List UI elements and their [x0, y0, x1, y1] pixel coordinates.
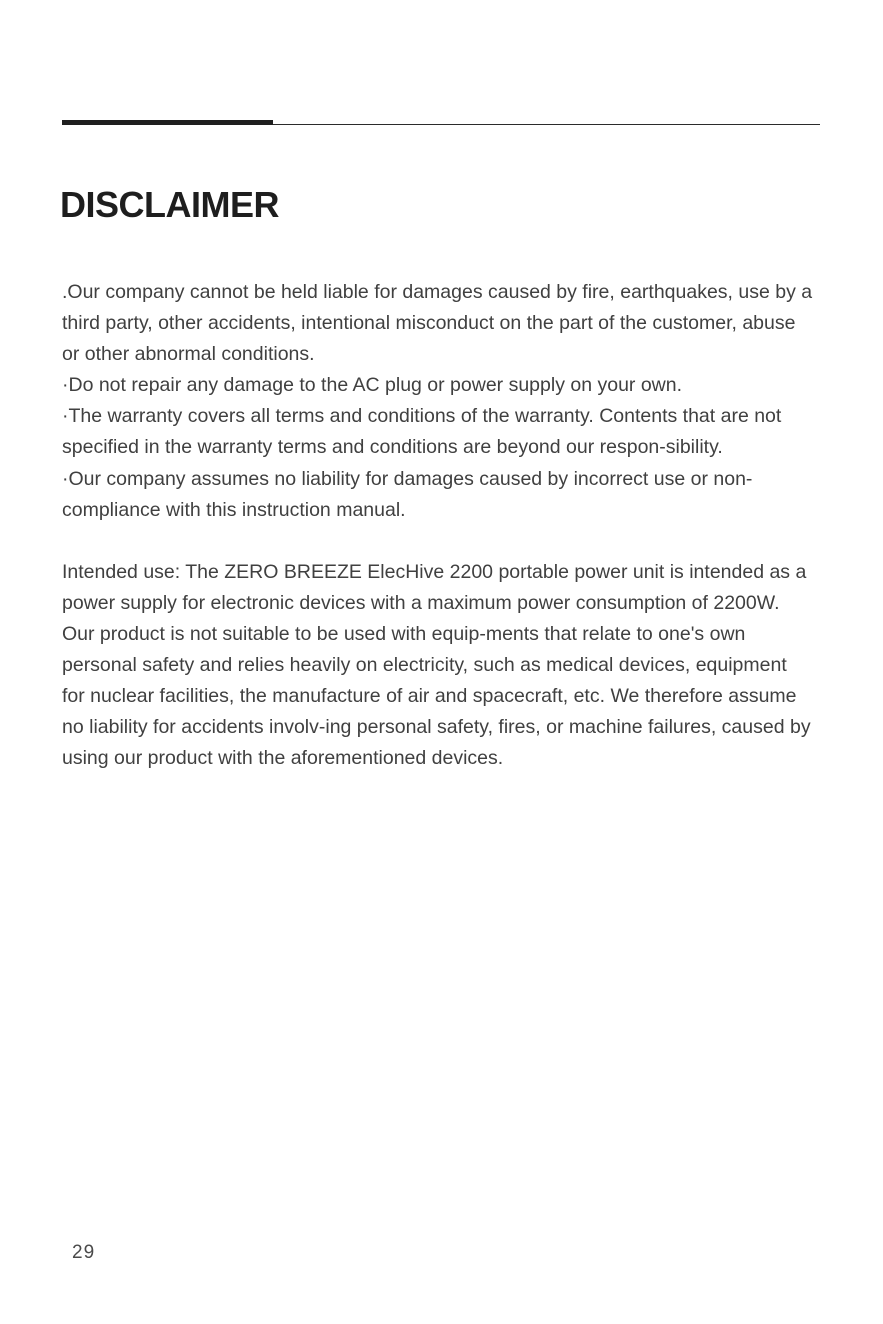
disclaimer-paragraph-misuse: ·Our company assumes no liability for damages caused by incorrect use or non-compliance with this instruction manual. [62, 467, 753, 521]
intended-use-paragraph: Intended use: The ZERO BREEZE ElecHive 2200 portable power unit is intended as a power supply for electronic devices with a maximum power consumption of 2200W. Our product is not suitable to be used with equip-ments that relate to one's own personal safety and relies heavily on electricity, such as medical devices, equipment for nuclear facilities, the manufacture of air and spacecraft, etc. We therefore assume no liability for accidents involv-ing personal safety, fires, or machine failures, caused by using our product with the aforementioned devices. [62, 560, 811, 770]
page-number: 29 [72, 1242, 96, 1263]
disclaimer-paragraph-warranty: ·The warranty covers all terms and conditions of the warranty. Contents that are not specified in the warranty terms and conditions are beyond our respon-sibility. [62, 405, 782, 459]
paragraph-spacer [62, 526, 814, 557]
disclaimer-paragraph-repair: ·Do not repair any damage to the AC plug or power supply on your own. [62, 374, 683, 397]
disclaimer-body [62, 277, 814, 775]
disclaimer-paragraph-liability: .Our company cannot be held liable for damages caused by fire, earthquakes, use by a third party, other accidents, intentional misconduct on the part of the customer, abuse or other abnormal conditions. [62, 281, 813, 366]
header-rule [62, 120, 820, 126]
header-rule-accent [62, 120, 273, 125]
page-title: DISCLAIMER [60, 184, 279, 225]
